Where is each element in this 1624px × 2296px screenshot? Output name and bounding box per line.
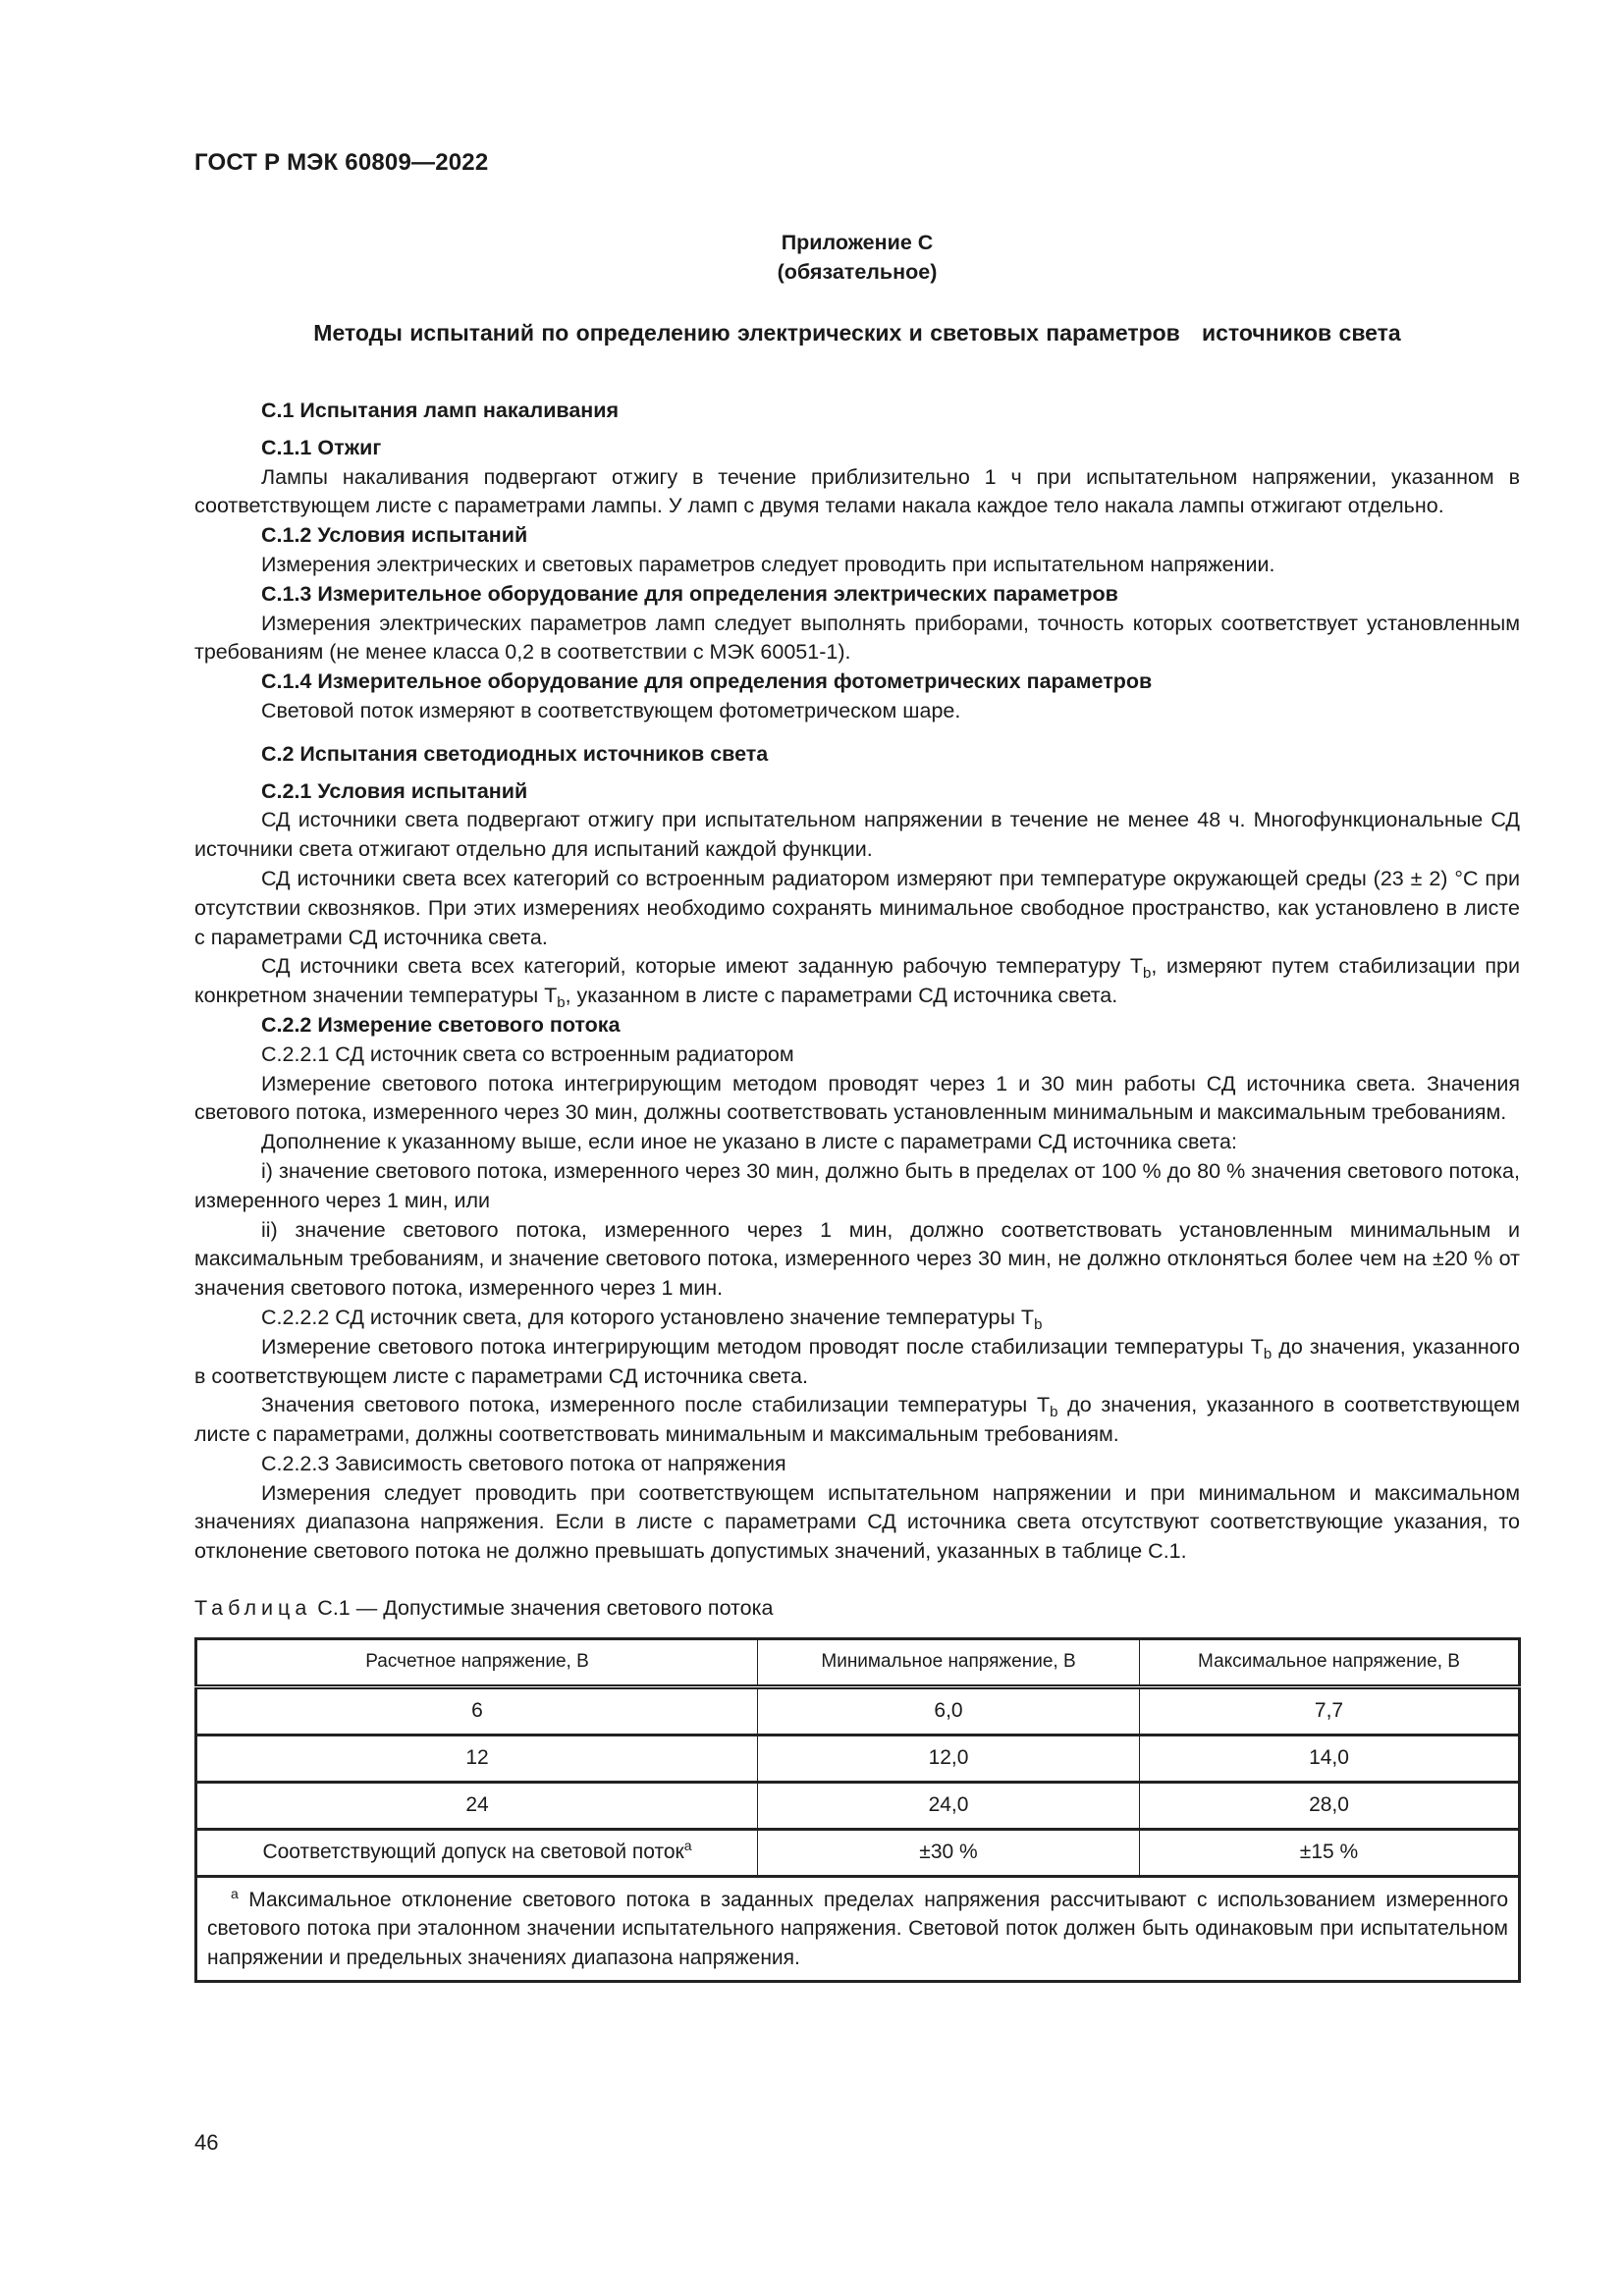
page-number: 46 [194, 2130, 219, 2155]
section-heading-c13: С.1.3 Измерительное оборудование для определения электрических параметров [261, 581, 1118, 606]
cell-rated: 6 [196, 1686, 758, 1735]
cell-rated: 12 [196, 1735, 758, 1782]
paragraph-c14: Световой поток измеряют в соответствующем фотометрическом шаре. [261, 698, 961, 722]
cell-max: 28,0 [1140, 1782, 1520, 1829]
table-footnote: $^a$ Максимальное отклонение светового потока в заданных пределах напряжения рассчитывают с использованием измеренного светового потока при эталонном значении испытательного напряжения. Световой поток должен быть одинаковым при испытательном напряжении и предельных значениях диапазона напряжения. [196, 1876, 1520, 1982]
section-heading-c1: С.1 Испытания ламп накаливания [261, 399, 620, 422]
table-header-row [196, 1638, 1520, 1686]
column-header-max-voltage: Максимальное напряжение, В [1140, 1638, 1520, 1686]
document-body [194, 397, 1520, 1983]
paragraph-c11: Лампы накаливания подвергают отжигу в течение приблизительно 1 ч при испытательном напряжении, указанном в соответствующем листе с параметрами лампы. У ламп с двумя телами накала каждое тело накала лампы отжигают отдельно. [194, 464, 1520, 518]
cell-max: 14,0 [1140, 1735, 1520, 1782]
footnote-mark: a [231, 1885, 239, 1901]
cell-tolerance-min: ±30 % [758, 1829, 1140, 1876]
section-heading-c2: С.2 Испытания светодиодных источников света [261, 741, 769, 766]
paragraph-c13: Измерения электрических параметров ламп следует выполнять приборами, точность которых соответствует установленным требованиям (не менее класса 0,2 в соответствии с МЭК 60051-1). [194, 611, 1520, 665]
subsection-heading-c223: С.2.2.3 Зависимость светового потока от напряжения [261, 1451, 786, 1475]
paragraph-c21-3: СД источники света всех категорий, которые имеют заданную рабочую температуру $T_b$, измеряют путем стабилизации при конкретном значении температуры $T_b$, указанном в листе с параметрами СД источника света. [194, 954, 1520, 1012]
cell-tolerance-label: Соответствующий допуск на световой поток$^a$ [196, 1829, 758, 1876]
paragraph-c21-2: СД источники света всех категорий со встроенным радиатором измеряют при температуре окружающей среды (23 ± 2) °С при отсутствии сквозняков. При этих измерениях необходимо сохранять минимальное свободное пространство, как установлено в листе с параметрами СД источника света. [194, 866, 1520, 949]
section-heading-c21: С.2.1 Условия испытаний [261, 778, 528, 803]
table-row [196, 1735, 1520, 1782]
cell-rated: 24 [196, 1782, 758, 1829]
paragraph-c12: Измерения электрических и световых параметров следует проводить при испытательном напряжении. [261, 552, 1275, 576]
paragraph-c222-2: Значения светового потока, измеренного после стабилизации температуры $T_b$ до значения, указанного в соответствующем листе с параметрами, должны соответствовать минимальным и максимальным требованиям. [194, 1393, 1520, 1447]
section-heading-c12: С.1.2 Условия испытаний [261, 523, 528, 548]
section-heading-c22: С.2.2 Измерение светового потока [261, 1012, 621, 1037]
table-caption [194, 1594, 1520, 1624]
document-code: ГОСТ Р МЭК 60809—2022 [194, 149, 489, 176]
annex-title: Методы испытаний по определению электрических и световых параметров источников света [313, 320, 1401, 346]
subsection-heading-c222: С.2.2.2 СД источник света, для которого установлено значение температуры $T_b$ [261, 1305, 1043, 1333]
paragraph-c223-1: Измерения следует проводить при соответствующем испытательном напряжении и при минимальном и максимальном значениях диапазона напряжения. Если в листе с параметрами СД источника света отсутствуют соответствующие указания, то отклонение светового потока не должно превышать допустимых значений, указанных в таблице С.1. [194, 1480, 1520, 1564]
list-item-ii: ii) значение светового потока, измеренного через 1 мин, должно соответствовать установленным минимальным и максимальным требованиям, и значение светового потока, измеренного через 30 мин, не должно отклоняться более чем на ±20 % от значения светового потока, измеренного через 1 мин. [194, 1217, 1520, 1301]
cell-min: 24,0 [758, 1782, 1140, 1829]
table-row [196, 1782, 1520, 1829]
table-caption-text: С.1 — Допустимые значения светового потока [311, 1596, 774, 1621]
paragraph-c222-1: Измерение светового потока интегрирующим методом проводят после стабилизации температуры $T_b$ до значения, указанного в соответствующем листе с параметрами СД источника света. [194, 1334, 1520, 1388]
cell-max: 7,7 [1140, 1686, 1520, 1735]
section-heading-c14: С.1.4 Измерительное оборудование для определения фотометрических параметров [261, 669, 1153, 694]
paragraph-c221-2: Дополнение к указанному выше, если иное не указано в листе с параметрами СД источника света: [261, 1130, 1237, 1154]
footnote-mark: a [683, 1838, 692, 1854]
table-caption-label: Таблица [194, 1596, 312, 1621]
cell-tolerance-max: ±15 % [1140, 1829, 1520, 1876]
column-header-min-voltage: Минимальное напряжение, В [758, 1638, 1140, 1686]
table-row-tolerance [196, 1829, 1520, 1876]
table-row [196, 1686, 1520, 1735]
column-header-rated-voltage: Расчетное напряжение, В [196, 1638, 758, 1686]
table-footnote-row [196, 1876, 1520, 1982]
annex-status: (обязательное) [777, 260, 938, 284]
annex-header [194, 228, 1520, 287]
list-item-i: i) значение светового потока, измеренного через 30 мин, должно быть в пределах от 100 % до 80 % значения светового потока, измеренного через 1 мин, или [194, 1158, 1520, 1212]
annex-label: Приложение С [781, 231, 934, 254]
cell-min: 6,0 [758, 1686, 1140, 1735]
cell-min: 12,0 [758, 1735, 1140, 1782]
paragraph-c221-1: Измерение светового потока интегрирующим методом проводят через 1 и 30 мин работы СД источника света. Значения светового потока, измеренного через 30 мин, должны соответствовать установленным минимальным и максимальным требованиям. [194, 1071, 1520, 1125]
flux-tolerance-table [194, 1637, 1521, 1984]
section-heading-c11: С.1.1 Отжиг [261, 435, 382, 459]
paragraph-c21-1: СД источники света подвергают отжигу при испытательном напряжении в течение не менее 48 ч. Многофункциональные СД источники света отжигают отдельно для испытаний каждой функции. [194, 808, 1520, 862]
subsection-heading-c221: С.2.2.1 СД источник света со встроенным радиатором [261, 1041, 794, 1066]
